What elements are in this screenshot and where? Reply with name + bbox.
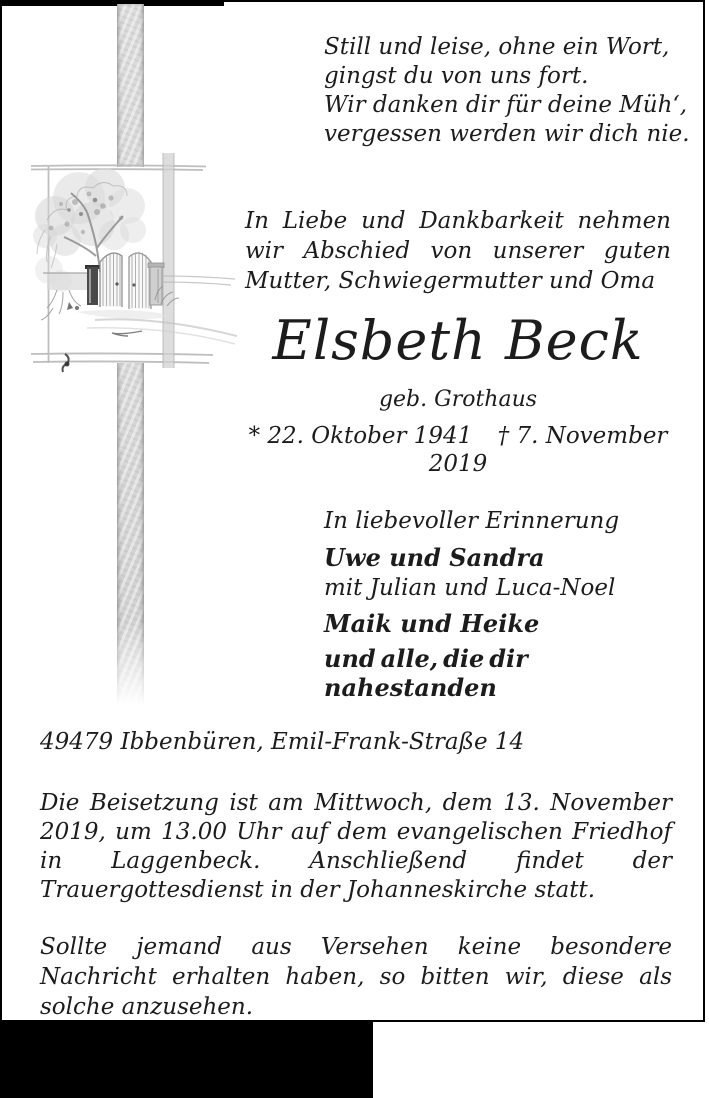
mourner-line: Uwe und Sandra — [324, 543, 545, 572]
poem-line: Still und leise, ohne ein Wort, — [324, 34, 670, 60]
mourners-block — [324, 507, 703, 702]
farewell-intro: In Liebe und Dankbarkeit nehmen wir Abschied von unserer guten Mutter, Schwiegermutter und Oma — [245, 208, 671, 294]
mourner-line: und alle, die dir nahestanden — [324, 644, 528, 702]
life-dates — [245, 422, 671, 478]
poem-line: vergessen werden wir dich nie. — [324, 121, 690, 147]
mourners-heading: In liebevoller Erinnerung — [324, 508, 620, 534]
garden-gate-illustration — [17, 140, 237, 424]
mourner-line: mit Julian und Luca-Noel — [324, 575, 616, 601]
sketch-frame-right-stile — [163, 153, 174, 368]
deceased-name: Elsbeth Beck — [272, 309, 644, 372]
death-date: † 7. November 2019 — [428, 423, 668, 477]
top-border-accent — [2, 2, 224, 6]
poem-line: Wir danken dir für deine Müh‘, — [324, 92, 688, 118]
bottom-black-rectangle — [0, 1022, 373, 1098]
mourner-line: Maik und Heike — [324, 609, 540, 638]
family-address: 49479 Ibbenbüren, Emil-Frank-Straße 14 — [40, 729, 525, 755]
apology-note: Sollte jemand aus Versehen keine besondere Nachricht erhalten haben, so bitten wir, diese als solche anzusehen. — [40, 934, 672, 1020]
funeral-details: Die Beisetzung ist am Mittwoch, dem 13. November 2019, um 13.00 Uhr auf dem evangelischen Friedhof in Laggenbeck. Anschließend findet der Trauergottesdienst in der Johanneskirche statt. — [40, 790, 672, 903]
birth-date: * 22. Oktober 1941 — [248, 423, 473, 449]
memorial-poem — [324, 33, 690, 149]
poem-line: gingst du von uns fort. — [324, 63, 589, 89]
maiden-name: geb. Grothaus — [378, 387, 538, 412]
